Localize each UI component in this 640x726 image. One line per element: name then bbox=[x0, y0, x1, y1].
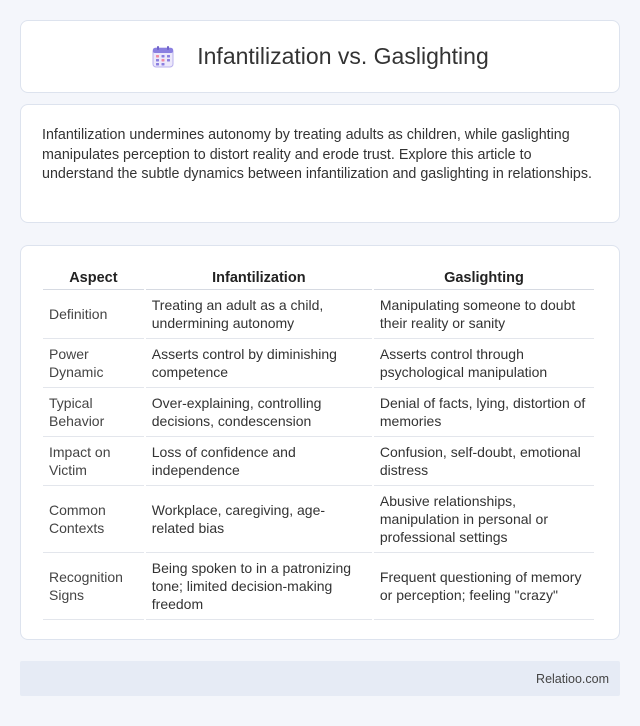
intro-card bbox=[20, 104, 620, 223]
aspect-cell: Common Contexts bbox=[43, 486, 144, 553]
table-row bbox=[43, 290, 594, 339]
table-row bbox=[43, 486, 594, 553]
gaslighting-cell: Asserts control through psychological manipulation bbox=[374, 339, 594, 388]
page-title: Infantilization vs. Gaslighting bbox=[197, 43, 489, 69]
table-row bbox=[43, 388, 594, 437]
table-row bbox=[43, 339, 594, 388]
infantilization-cell: Being spoken to in a patronizing tone; limited decision-making freedom bbox=[146, 553, 372, 620]
table-row bbox=[43, 553, 594, 620]
comparison-table bbox=[41, 266, 596, 620]
gaslighting-cell: Denial of facts, lying, distortion of memories bbox=[374, 388, 594, 437]
gaslighting-cell: Frequent questioning of memory or perception; feeling "crazy" bbox=[374, 553, 594, 620]
aspect-cell: Typical Behavior bbox=[43, 388, 144, 437]
footer-site-name: Relatioo.com bbox=[536, 671, 609, 686]
gaslighting-cell: Confusion, self-doubt, emotional distress bbox=[374, 437, 594, 486]
gaslighting-cell: Manipulating someone to doubt their reality or sanity bbox=[374, 290, 594, 339]
header-gaslighting: Gaslighting bbox=[374, 266, 594, 290]
infantilization-cell: Loss of confidence and independence bbox=[146, 437, 372, 486]
infantilization-cell: Workplace, caregiving, age-related bias bbox=[146, 486, 372, 553]
header-infantilization: Infantilization bbox=[146, 266, 372, 290]
calendar-icon bbox=[151, 45, 175, 69]
infantilization-cell: Treating an adult as a child, undermining autonomy bbox=[146, 290, 372, 339]
table-header-row bbox=[43, 266, 594, 290]
comparison-card bbox=[20, 245, 620, 640]
intro-paragraph: Infantilization undermines autonomy by treating adults as children, while gaslighting manipulates perception to distort reality and erode trust. Explore this article to understand the subtle dynamics between infantilization and gaslighting in relationships. bbox=[42, 127, 592, 182]
header-aspect: Aspect bbox=[43, 266, 144, 290]
aspect-cell: Impact on Victim bbox=[43, 437, 144, 486]
gaslighting-cell: Abusive relationships, manipulation in personal or professional settings bbox=[374, 486, 594, 553]
aspect-cell: Definition bbox=[43, 290, 144, 339]
footer bbox=[20, 661, 620, 696]
title-card bbox=[20, 20, 620, 93]
table-row bbox=[43, 437, 594, 486]
aspect-cell: Recognition Signs bbox=[43, 553, 144, 620]
infantilization-cell: Over-explaining, controlling decisions, condescension bbox=[146, 388, 372, 437]
infantilization-cell: Asserts control by diminishing competence bbox=[146, 339, 372, 388]
aspect-cell: Power Dynamic bbox=[43, 339, 144, 388]
